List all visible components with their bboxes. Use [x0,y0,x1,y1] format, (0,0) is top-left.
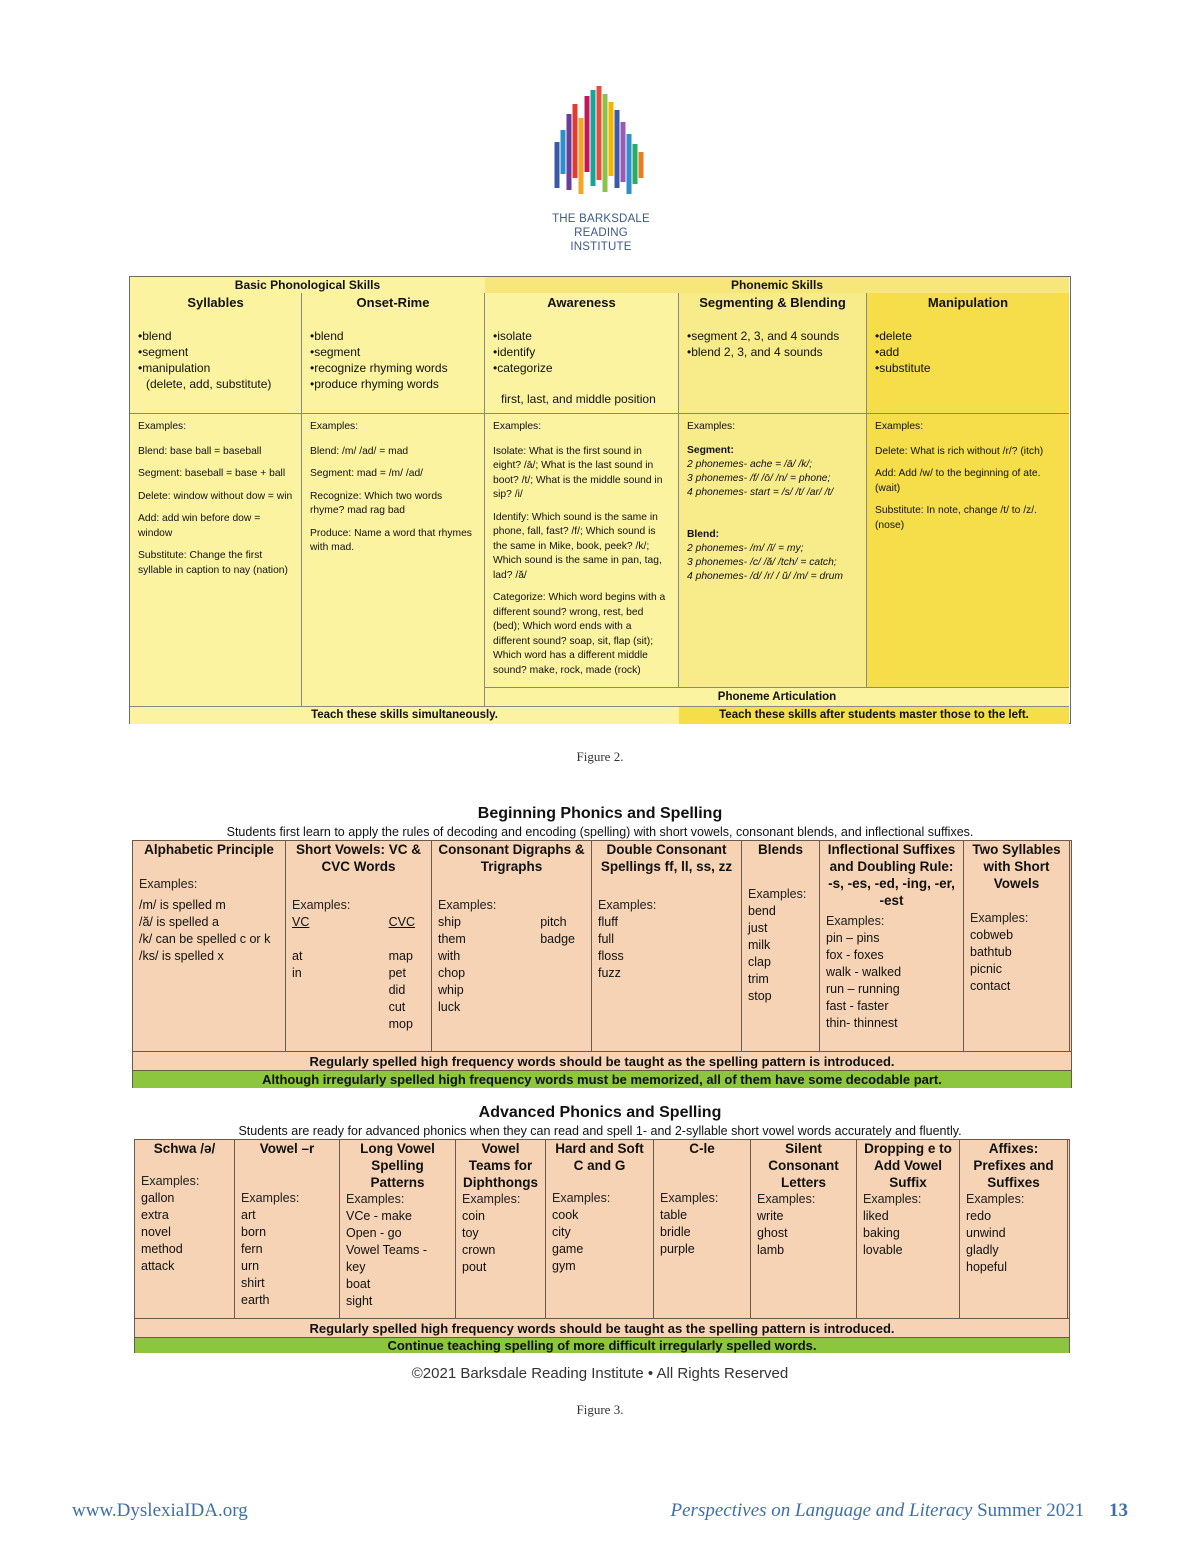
examples-segmenting-blending [679,413,867,687]
figure3-caption: Figure 3. [576,1402,624,1417]
advanced-band-irregular: Continue teaching spelling of more difficult irregularly spelled words. [135,1337,1069,1353]
journal-title: Perspectives on Language and Literacy [670,1500,973,1521]
example-item: baking [863,1226,900,1240]
example-item: ghost [757,1226,788,1240]
example-item: bend [748,904,776,918]
example-line: Isolate: What is the first sound in eight? /ā/; What is the last sound in boot? /t/; What is the middle sound in sip? /i/ [493,445,663,500]
examples-label: Examples: [138,421,187,432]
example-item: clap [748,955,771,969]
example-item: run – running [826,982,900,996]
issue: Summer 2021 [977,1500,1085,1521]
beginning-band-irregular: Although irregularly spelled high frequency words must be memorized, all of them have some decodable part. [133,1070,1071,1088]
examples-label: Examples: [748,887,807,901]
example-item: gym [552,1259,576,1273]
col-title: Segmenting & Blending [699,295,846,310]
example-line: Identify: Which sound is the same in phone, fall, fast? /f/; Which sound is the same in Mike, book, peek? /k/; Which sound is the same in pan, tag, lad? /ă/ [493,511,662,581]
example-item: coin [462,1209,485,1223]
example-item: born [241,1225,267,1239]
example-line: Delete: window without dow = win [138,490,293,502]
advanced-subtitle: Students are ready for advanced phonics when they can read and spell 1- and 2-syllable short vowel words accurately and fluently. [238,1124,962,1138]
beginning-title: Beginning Phonics and Spelling [477,805,723,822]
example-item: Open - go [346,1226,402,1240]
header-basic-phonological: Basic Phonological Skills [130,277,486,294]
example-item: crown [462,1243,496,1257]
example-line: Add: Add /w/ to the beginning of ate. (wait) [875,468,1041,494]
example-item: cook [552,1208,579,1222]
bullet: • blend 2, 3, and 4 sounds [687,344,866,360]
examples-list [748,903,813,1005]
example-item: bridle [660,1225,691,1239]
examples-list [966,1208,1061,1276]
example-item: sight [346,1294,373,1308]
example-item: city [552,1225,571,1239]
example-item [389,931,415,948]
example-item: thin- thinnest [826,1016,898,1030]
col-segmenting-blending [679,293,867,413]
example-item: boat [346,1277,371,1291]
examples-awareness [485,413,679,687]
col-title: Manipulation [927,295,1009,310]
example-item: liked [863,1209,889,1223]
example-item: game [552,1242,584,1256]
example-line: Substitute: In note, change /t/ to /z/. (nose) [875,505,1037,531]
example-line: Produce: Name a word that rhymes with mad. [310,527,472,553]
example-item: walk - walked [826,965,902,979]
examples-label: Examples: [346,1192,405,1206]
examples-label: Examples: [598,898,657,912]
example-item: mop [388,1017,413,1031]
example-item: fuzz [598,966,621,980]
examples-label: Examples: [552,1191,611,1205]
examples-manipulation [867,413,1069,687]
examples-label: Examples: [863,1192,922,1206]
example-item: ship [438,915,461,929]
example-item: write [757,1209,784,1223]
example-item: milk [748,938,771,952]
example-line: Categorize: Which word begins with a different sound? wrong, rest, bed (bed); Which word ends with a different sound? soap, sit, flap (sit); Which word has a different middle sound? make, rock, made (rock) [493,592,666,676]
col-title: Awareness [547,295,616,310]
bullet: • isolate [493,328,678,344]
example-item: purple [660,1242,695,1256]
bullet: • delete [875,328,1069,344]
example-item: urn [241,1259,260,1273]
example-item: contact [970,979,1011,993]
position-note: first, last, and middle position [501,392,656,406]
examples-label: Examples: [310,421,359,432]
col-awareness [485,293,679,413]
example-item: chop [438,966,466,980]
bullet: • recognize rhyming words [310,360,484,376]
col-title: Short Vowels: VC & CVC Words [295,842,421,874]
col-affixes [960,1140,1068,1318]
footer-journal-info [671,1500,1128,1522]
col-double-consonant [592,841,742,1051]
examples-label: Examples: [966,1192,1025,1206]
examples-label: Examples: [826,914,885,928]
example-item: whip [438,983,464,997]
example-item: just [748,921,768,935]
col-hard-soft-c-g [546,1140,654,1318]
col-title: Hard and Soft C and G [555,1141,644,1173]
footer-after-master: Teach these skills after students master those to the left. [679,706,1069,724]
examples-list [863,1208,953,1259]
col-title: Consonant Digraphs & Trigraphs [438,842,585,874]
example-item: map [388,949,413,963]
col-long-vowel [340,1140,456,1318]
example-item: them [438,932,466,946]
examples-label: Examples: [687,421,736,432]
examples-label: Examples: [660,1191,719,1205]
example-item: at [292,949,303,963]
example-item: shirt [241,1276,265,1290]
bullet: • substitute [875,360,1069,376]
beginning-subtitle: Students first learn to apply the rules of decoding and encoding (spelling) with short vowels, consonant blends, and inflectional suffixes. [226,825,974,839]
example-item: unwind [966,1226,1006,1240]
bullet: • blend [310,328,484,344]
col-title: Alphabetic Principle [144,842,274,857]
examples-list [660,1207,744,1258]
example-item: /k/ can be spelled c or k [139,932,271,946]
example-line: Add: add win before dow = window [138,513,261,539]
example-line: Delete: What is rich without /r/? (itch) [875,445,1044,457]
example-line: Segment: mad = /m/ /ad/ [310,468,424,479]
col-title: Double Consonant Spellings ff, ll, ss, zz [600,842,733,874]
example-item: VCe - make [346,1209,412,1223]
example-line: 3 phonemes- /f/ /ō/ /n/ = phone; [687,473,831,484]
example-item: method [141,1242,183,1256]
advanced-band-regular: Regularly spelled high frequency words should be taught as the spelling pattern is introduced. [135,1318,1069,1338]
example-item: art [241,1208,256,1222]
beginning-band-regular: Regularly spelled high frequency words should be taught as the spelling pattern is introduced. [133,1051,1071,1071]
example-item: stop [748,989,772,1003]
bullet: • blend [138,328,301,344]
col-title: Vowel Teams for Diphthongs [463,1141,538,1190]
example-line: Blend: base ball = baseball [138,445,262,457]
bullet: • segment 2, 3, and 4 sounds [687,328,866,344]
example-line: 2 phonemes- /m/ /ī/ = my; [687,543,804,554]
example-item: luck [438,1000,461,1014]
example-item: pitch [540,915,567,929]
example-item: with [438,949,461,963]
examples-syllables [130,413,302,707]
col-title: Inflectional Suffixes and Doubling Rule: -s, -es, -ed, -ing, -er, -est [827,842,956,908]
example-line: Segment: baseball = base + ball [138,468,286,479]
logo-bars-graphic [543,82,659,212]
example-item: lovable [863,1243,903,1257]
col-short-vowels [286,841,432,1051]
examples-list [462,1208,539,1276]
col-manipulation [867,293,1069,413]
examples-label: Examples: [462,1192,521,1206]
example-item: Vowel Teams - [346,1243,428,1257]
col-title: Dropping e to Add Vowel Suffix [864,1141,952,1190]
examples-list [757,1208,850,1259]
bullet: • produce rhyming words [310,376,484,392]
example-line: Segment: [687,445,734,456]
example-item: table [660,1208,688,1222]
example-item: /ks/ is spelled x [139,949,224,963]
footer-website-link[interactable]: www.DyslexiaIDA.org [72,1500,248,1521]
example-item: key [346,1260,366,1274]
col-consonant-digraphs [432,841,592,1051]
figure2-caption: Figure 2. [576,749,624,764]
phoneme-articulation-band: Phoneme Articulation [485,687,1069,706]
col-two-syllables [964,841,1070,1051]
examples-label: Examples: [292,898,351,912]
page-number: 13 [1109,1500,1128,1521]
example-line: Blend: /m/ /ad/ = mad [310,445,409,457]
example-item: cobweb [970,928,1014,942]
logo-text-line2: READING INSTITUTE [570,227,632,253]
figure2-skills-table [129,276,1071,724]
col-onset-rime [302,293,485,413]
example-item: bathtub [970,945,1012,959]
col-vowel-r [235,1140,340,1318]
example-item: hopeful [966,1260,1008,1274]
examples-two-col [292,914,425,1033]
col-title: C-le [689,1141,715,1156]
example-line: Recognize: Which two words rhyme? mad rag bad [310,490,443,516]
col-schwa [135,1140,235,1318]
bullet: • add [875,344,1069,360]
example-line: 4 phonemes- /d/ /r/ / ŭ/ /m/ = drum [687,571,843,582]
examples-label: Examples: [141,1174,200,1188]
example-item: cut [388,1000,406,1014]
examples-label: Examples: [241,1191,300,1205]
bullet: • manipulation [138,360,301,376]
example-item: floss [598,949,624,963]
examples-list [598,914,735,982]
col-title: Blends [757,842,803,857]
bullet: • segment [310,344,484,360]
col-title: Schwa /ə/ [153,1141,216,1156]
col-silent-consonant [751,1140,857,1318]
examples-label: Examples: [493,421,542,432]
col-c-le [654,1140,751,1318]
example-item: CVC [388,915,415,929]
col-syllables [130,293,302,413]
examples-two-col [438,914,585,1016]
advanced-title: Advanced Phonics and Spelling [478,1104,722,1121]
col-title: Two Syllables with Short Vowels [972,842,1061,891]
example-item: fox - foxes [826,948,884,962]
example-item: gladly [966,1243,999,1257]
bullet-note: (delete, add, substitute) [146,377,272,391]
example-item: VC [292,915,310,929]
col-title: Onset-Rime [356,295,430,310]
col-vowel-teams-diphthongs [456,1140,546,1318]
example-line: Substitute: Change the first syllable in caption to nay (nation) [138,550,288,576]
examples-list [970,927,1063,995]
example-item: earth [241,1293,270,1307]
header-phonemic-skills: Phonemic Skills [485,277,1069,294]
col-title: Long Vowel Spelling Patterns [360,1141,435,1190]
example-item: lamb [757,1243,785,1257]
examples-list [141,1190,228,1275]
example-item: /m/ is spelled m [139,898,226,912]
example-item: gallon [141,1191,175,1205]
example-item: full [598,932,614,946]
col-title: Syllables [187,295,244,310]
examples-list [346,1208,449,1310]
barksdale-logo [543,82,659,253]
col-alphabetic-principle [133,841,286,1051]
example-item: trim [748,972,769,986]
examples-label: Examples: [757,1192,816,1206]
advanced-table [134,1139,1070,1353]
example-line: Blend: [687,529,720,540]
copyright: ©2021 Barksdale Reading Institute • All Rights Reserved [411,1365,789,1382]
example-item: picnic [970,962,1002,976]
example-line: 2 phonemes- ache = /ā/ /k/; [687,459,813,470]
bullet: • segment [138,344,301,360]
example-item [292,931,309,948]
col-title: Vowel –r [259,1141,315,1156]
example-item: in [292,966,302,980]
example-item: fern [241,1242,263,1256]
footer-simultaneous: Teach these skills simultaneously. [130,706,680,724]
example-item: pout [462,1260,487,1274]
example-item: extra [141,1208,169,1222]
col-dropping-e [857,1140,960,1318]
col-title: Affixes: Prefixes and Suffixes [973,1141,1054,1190]
example-item: novel [141,1225,171,1239]
bullet: • identify [493,344,678,360]
examples-list [552,1207,647,1275]
example-item: pin – pins [826,931,880,945]
example-item: fast - faster [826,999,889,1013]
examples-list [139,897,279,965]
col-inflectional-suffixes [820,841,964,1051]
example-item: badge [540,932,575,946]
col-title: Silent Consonant Letters [768,1141,839,1190]
example-line: 3 phonemes- /c/ /ă/ /tch/ = catch; [687,557,837,568]
examples-list [826,930,957,1032]
examples-label: Examples: [139,877,198,891]
example-line: 4 phonemes- start = /s/ /t/ /ar/ /t/ [687,487,834,498]
example-item: /ă/ is spelled a [139,915,219,929]
example-item: did [388,983,406,997]
bullet: • categorize [493,360,678,376]
example-item: pet [388,966,406,980]
beginning-table [132,840,1072,1088]
examples-label: Examples: [438,898,497,912]
examples-label: Examples: [970,911,1029,925]
col-blends [742,841,820,1051]
examples-onset-rime [302,413,485,707]
examples-list [241,1207,333,1309]
logo-text-line1: THE BARKSDALE [552,213,650,225]
example-item: fluff [598,915,618,929]
example-item: attack [141,1259,175,1273]
examples-label: Examples: [875,421,924,432]
example-item: toy [462,1226,479,1240]
example-item: redo [966,1209,992,1223]
